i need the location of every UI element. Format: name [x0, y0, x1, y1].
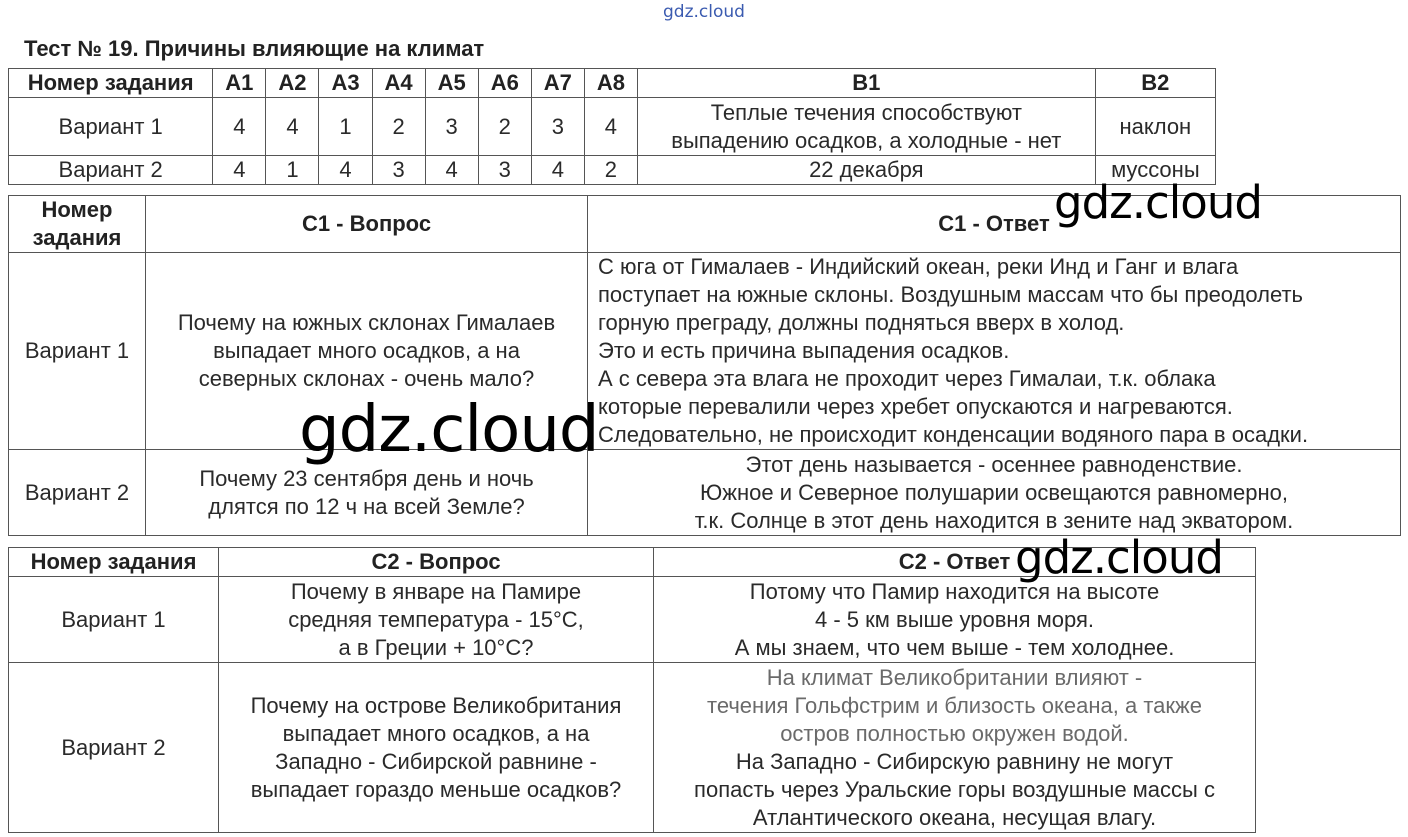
header-task-number — [9, 196, 146, 253]
header-a6: A6 — [478, 69, 531, 98]
answer-gray-block — [658, 664, 1251, 748]
answer-a6: 3 — [478, 156, 531, 185]
answer-a4: 3 — [372, 156, 425, 185]
answer-b1 — [637, 98, 1095, 156]
header-task-number: Номер задания — [9, 69, 213, 98]
answer-a7: 4 — [531, 156, 584, 185]
answer-cell — [588, 253, 1401, 450]
row-label: Вариант 2 — [9, 156, 213, 185]
answer-a2: 4 — [266, 98, 319, 156]
table-row — [9, 253, 1401, 450]
answer-a8: 4 — [584, 98, 637, 156]
text-line: т.к. Солнце в этот день находится в зените над экватором. — [694, 507, 1294, 533]
text-line: Южное и Северное полушарии освещаются равномерно, — [700, 479, 1288, 505]
text-line: выпадению осадков, а холодные - нет — [671, 127, 1062, 153]
text-line: А с севера эта влага не проходит через Гималаи, т.к. облака — [598, 366, 1216, 391]
watermark-1: gdz.cloud — [1054, 176, 1262, 229]
text-line: Почему в январе на Памире — [290, 578, 582, 604]
row-label: Вариант 1 — [9, 577, 219, 663]
page-title: Тест № 19. Причины влияющие на климат — [24, 36, 485, 61]
answer-a1: 4 — [213, 98, 266, 156]
text-line: Это и есть причина выпадения осадков. — [598, 338, 1010, 363]
text-line: а в Греции + 10°С? — [338, 634, 534, 660]
text-line: Западно - Сибирской равнине - — [275, 748, 597, 774]
answer-a1: 4 — [213, 156, 266, 185]
header-a5: A5 — [425, 69, 478, 98]
table-row — [9, 663, 1256, 833]
watermark-3: gdz.cloud — [1015, 531, 1223, 584]
answer-a5: 3 — [425, 98, 478, 156]
text-line: Почему на острове Великобритания — [250, 692, 622, 718]
text-line: северных склонах - очень мало? — [198, 366, 535, 391]
c2-table — [8, 547, 1256, 833]
row-label: Вариант 1 — [9, 253, 146, 450]
answer-cell — [654, 577, 1256, 663]
text-line: 4 - 5 км выше уровня моря. — [815, 606, 1094, 632]
text-line: средняя температура - 15°С, — [288, 606, 584, 632]
text-line: выпадает гораздо меньше осадков? — [250, 776, 622, 802]
header-a7: A7 — [531, 69, 584, 98]
row-label: Вариант 2 — [9, 450, 146, 536]
table-row — [9, 156, 1216, 185]
table-row — [9, 98, 1216, 156]
header-a3: A3 — [319, 69, 372, 98]
header-question: С2 - Вопрос — [219, 548, 654, 577]
header-question: С1 - Вопрос — [146, 196, 588, 253]
text-line: А мы знаем, что чем выше - тем холоднее. — [734, 634, 1175, 660]
header-a8: A8 — [584, 69, 637, 98]
text-line: Номер — [41, 197, 113, 222]
answer-a4: 2 — [372, 98, 425, 156]
answer-a3: 1 — [319, 98, 372, 156]
text-line: длятся по 12 ч на всей Земле? — [208, 493, 525, 519]
question-cell — [219, 663, 654, 833]
text-line: горную преграду, должны подняться вверх в холод. — [598, 310, 1125, 335]
header-task-number: Номер задания — [9, 548, 219, 577]
answer-a5: 4 — [425, 156, 478, 185]
table-row — [9, 577, 1256, 663]
header-a2: A2 — [266, 69, 319, 98]
row-label: Вариант 2 — [9, 663, 219, 833]
text-line: задания — [32, 225, 122, 250]
text-line: остров полностью окружен водой. — [780, 720, 1129, 746]
text-line: выпадает много осадков, а на — [282, 720, 590, 746]
text-line: попасть через Уральские горы воздушные массы с — [694, 776, 1215, 802]
answer-cell — [654, 663, 1256, 833]
answers-table-a-b — [8, 68, 1216, 185]
answer-b2: муссоны — [1095, 156, 1215, 185]
text-line: Теплые течения способствуют — [710, 99, 1022, 125]
header-a4: A4 — [372, 69, 425, 98]
row-label: Вариант 1 — [9, 98, 213, 156]
c1-table — [8, 195, 1401, 536]
table-header-row — [9, 69, 1216, 98]
text-line: Потому что Памир находится на высоте — [749, 578, 1160, 604]
text-line: которые перевалили через хребет опускаются и нагреваются. — [598, 394, 1233, 419]
watermark-top: gdz.cloud — [663, 2, 745, 22]
answer-cell — [588, 450, 1401, 536]
text-line: Следовательно, не происходит конденсации водяного пара в осадки. — [598, 422, 1309, 447]
answer-a6: 2 — [478, 98, 531, 156]
text-line: На климат Великобритании влияют - — [766, 664, 1143, 690]
answer-a7: 3 — [531, 98, 584, 156]
watermark-2: gdz.cloud — [299, 393, 599, 467]
header-b2: B2 — [1095, 69, 1215, 98]
answer-a3: 4 — [319, 156, 372, 185]
text-line: На Западно - Сибирскую равнину не могут — [735, 748, 1174, 774]
answer-b2: наклон — [1095, 98, 1215, 156]
text-line: выпадает много осадков, а на — [213, 338, 520, 363]
text-line: Почему на южных склонах Гималаев — [177, 310, 556, 335]
text-line: С юга от Гималаев - Индийский океан, реки Инд и Ганг и влага — [598, 254, 1239, 279]
answer-a8: 2 — [584, 156, 637, 185]
answer-a2: 1 — [266, 156, 319, 185]
header-answer: С2 - Ответ — [654, 548, 1256, 577]
text-line: Этот день называется - осеннее равноденствие. — [745, 451, 1243, 477]
header-answer: С1 - Ответ — [588, 196, 1401, 253]
text-line: течения Гольфстрим и близость океана, а также — [707, 692, 1202, 718]
answer-b1: 22 декабря — [637, 156, 1095, 185]
header-a1: A1 — [213, 69, 266, 98]
table-row — [9, 450, 1401, 536]
question-cell — [219, 577, 654, 663]
text-line: поступает на южные склоны. Воздушным массам что бы преодолеть — [598, 282, 1304, 307]
header-b1: B1 — [637, 69, 1095, 98]
text-line: Атлантического океана, несущая влагу. — [752, 804, 1157, 830]
text-line: Почему 23 сентября день и ночь — [199, 465, 534, 491]
